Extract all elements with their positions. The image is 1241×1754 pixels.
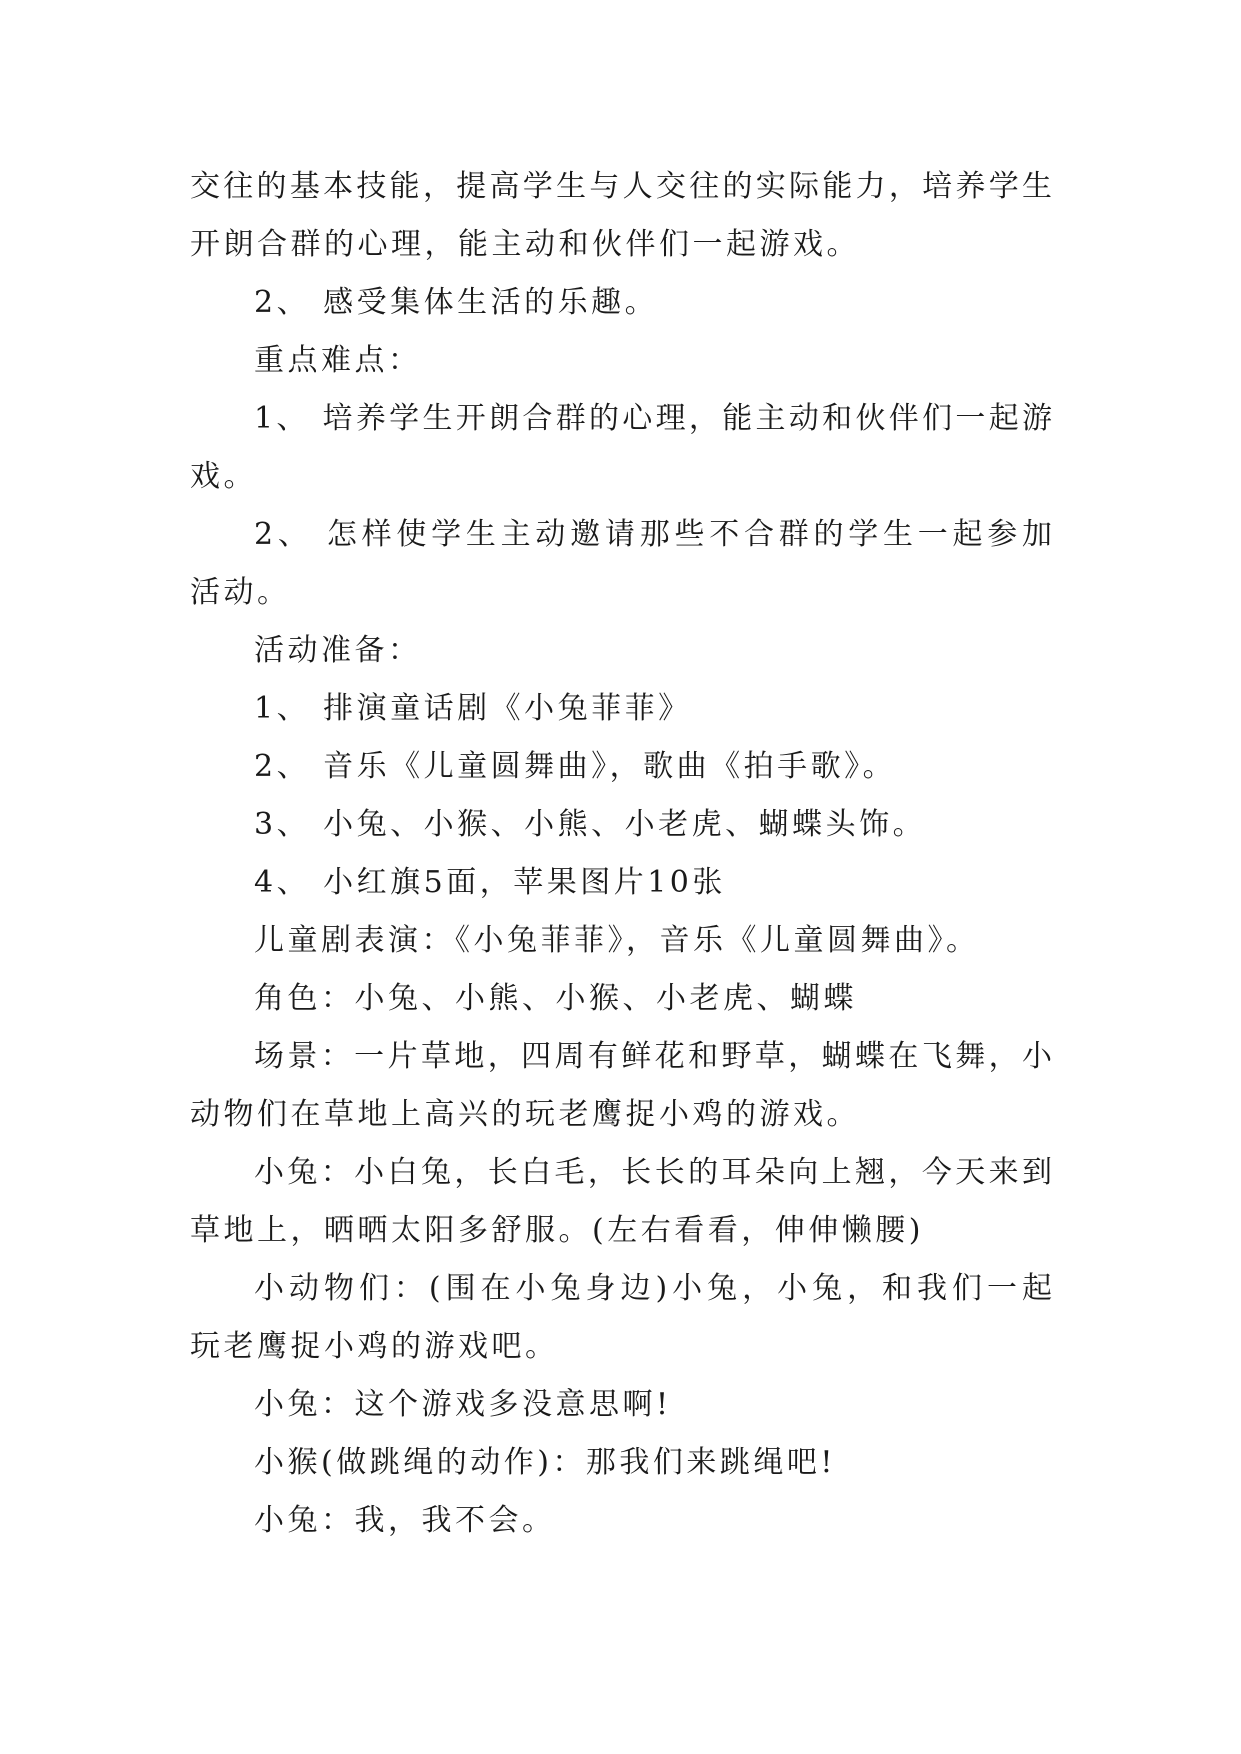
text-line: 小猴(做跳绳的动作)：那我们来跳绳吧! [254, 1445, 836, 1480]
text-line: 开朗合群的心理，能主动和伙伴们一起游戏。 [190, 227, 860, 262]
text-line: 小兔：小白兔，长白毛，长长的耳朵向上翘，今天来到 [254, 1155, 1052, 1190]
text-line: 1、 培养学生开朗合群的心理，能主动和伙伴们一起游 [254, 401, 1052, 436]
text-line: 动物们在草地上高兴的玩老鹰捉小鸡的游戏。 [190, 1097, 860, 1132]
document-body [190, 158, 1052, 1550]
text-line: 重点难点： [254, 343, 422, 378]
text-line: 交往的基本技能，提高学生与人交往的实际能力，培养学生 [190, 169, 1052, 204]
text-line: 2、 怎样使学生主动邀请那些不合群的学生一起参加 [254, 517, 1052, 552]
text-line: 小动物们：(围在小兔身边)小兔，小兔，和我们一起 [254, 1271, 1052, 1306]
text-line: 玩老鹰捉小鸡的游戏吧。 [190, 1329, 559, 1364]
text-line: 小兔：这个游戏多没意思啊! [254, 1387, 672, 1422]
text-line: 1、 排演童话剧《小兔菲菲》 [254, 691, 692, 726]
text-line: 儿童剧表演：《小兔菲菲》，音乐《儿童圆舞曲》。 [254, 923, 980, 958]
text-line: 草地上，晒晒太阳多舒服。(左右看看，伸伸懒腰) [190, 1213, 924, 1248]
text-line: 4、 小红旗5面，苹果图片10张 [254, 865, 726, 900]
text-line: 2、 音乐《儿童圆舞曲》，歌曲《拍手歌》。 [254, 749, 897, 784]
text-line: 小兔：我，我不会。 [254, 1503, 556, 1538]
text-line: 活动。 [190, 575, 291, 610]
text-line: 2、 感受集体生活的乐趣。 [254, 285, 659, 320]
text-line: 3、 小兔、小猴、小熊、小老虎、蝴蝶头饰。 [254, 807, 927, 842]
text-line: 戏。 [190, 459, 257, 494]
text-line: 场景：一片草地，四周有鲜花和野草，蝴蝶在飞舞，小 [254, 1039, 1052, 1074]
text-line: 活动准备： [254, 633, 422, 668]
text-line: 角色：小兔、小熊、小猴、小老虎、蝴蝶 [254, 981, 857, 1016]
